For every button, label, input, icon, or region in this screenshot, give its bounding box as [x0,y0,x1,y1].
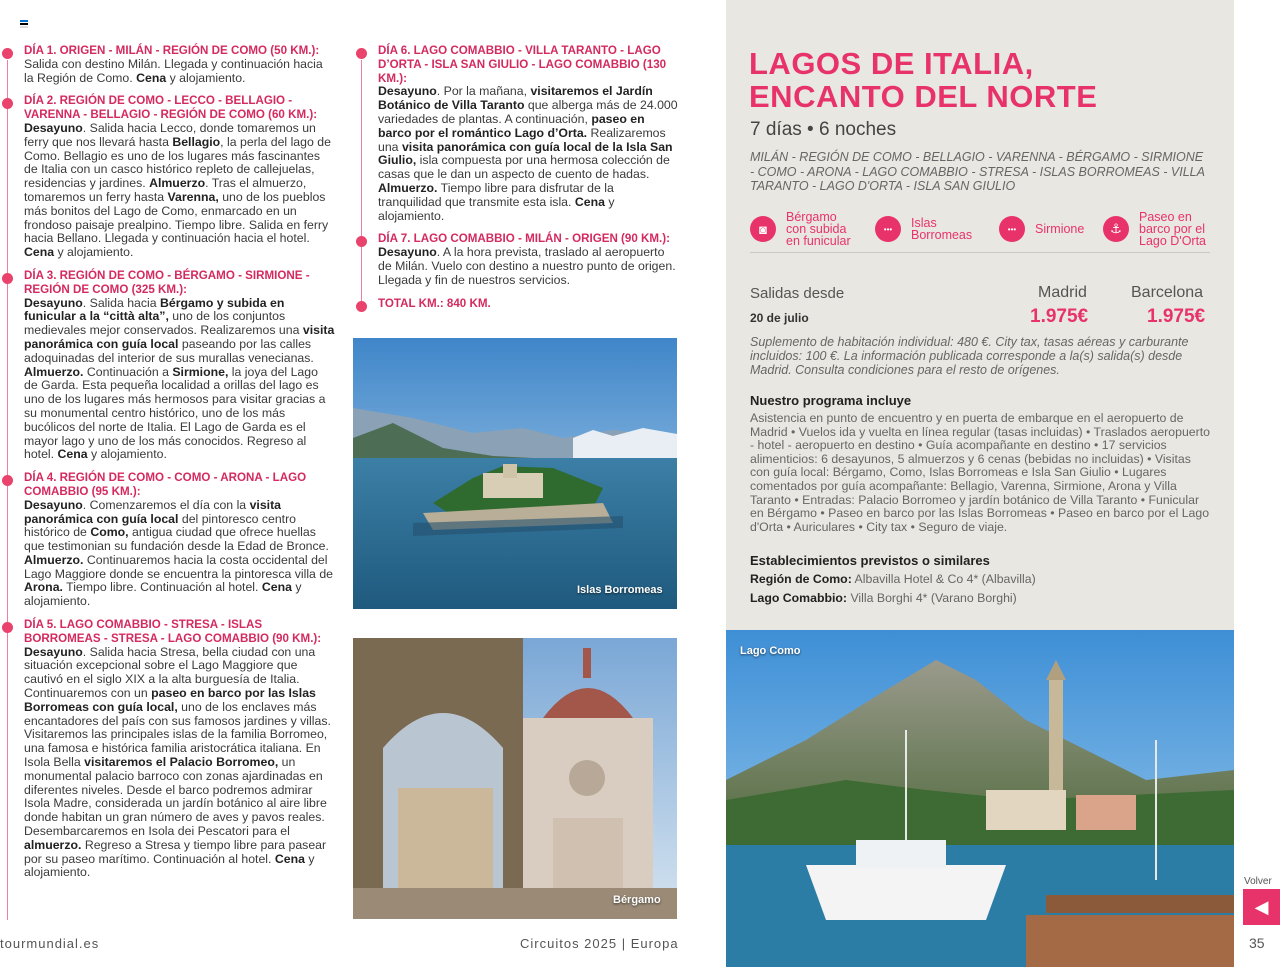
estonia-flag-icon [20,20,28,27]
timeline-dot-icon [2,622,13,633]
photo-lago-como [726,630,1234,967]
itinerary-day [0,471,335,609]
day-title: DÍA 5. LAGO COMABBIO - STRESA - ISLAS BORROMEAS - STRESA - LAGO COMABBIO (90 KM.): [24,618,322,645]
day-title: DÍA 7. LAGO COMABBIO - MILÁN - ORIGEN (90 KM.): [378,232,670,246]
timeline-dot-icon [2,98,13,109]
city-barcelona: Barcelona [1131,284,1204,301]
program-title: Nuestro programa incluye [750,393,912,408]
day-text: Desayuno. Comenzaremos el día con la visita panorámica con guía local del pintoresco centro histórico de Como, antigua ciudad que ofrece huellas que testimonian su fundación desde la Edad de Bronce. Almuerzo. Continuaremos hacia la costa occidental del Lago Maggiore donde se encuentra la pintoresca villa de Arona. Tiempo libre. Continuación al hotel. Cena y alojamiento. [24,497,333,609]
chat-bubble-icon: ••• [999,216,1025,242]
highlight-item [750,210,851,248]
highlight-item [875,210,972,248]
program-text: Asistencia en punto de encuentro y en puerta de embarque en el aeropuerto de Madrid • Vuelos ida y vuelta en línea regular (tasas incluidas) • Traslados aeropuerto - hotel - aeropuerto en destino • Guía acompañante en destino • 17 servicios alimenticios: 6 desayunos, 5 almuerzos y 6 cenas (bebidas no incluidas) • Visitas con guía local: Bérgamo, Como, Islas Borromeas e Isla San Giulio • Lugares comentados por guía acompañante: Bellagio, Varenna, Sirmione, Arona y Villa Taranto • Entradas: Palacio Borromeo y jardín botánico de Villa Taranto • Funicular en Bérgamo • Paseo en barco por las Islas Borromeas • Paseo en barco por el Lago d'Orta • Auriculares • City tax • Seguro de viaje. [750,411,1210,534]
day-text: Desayuno. Salida hacia Bérgamo y subida en funicular a la “città alta”, uno de los conjuntos medievales mejor conservados. Realizaremos una visita panorámica con guía local paseando por las calles adoquinadas del interior de sus murallas venecianas. Almuerzo. Continuación a Sirmione, la joya del Lago de Garda. Esta pequeña localidad a orillas del lago es uno de los lugares más hermosos para visitar gracias a su monumental centro histórico, uno de los más bucólicos del norte de Italia. El Lago de Garda es el mayor lago y uno de los más conocidos. Regreso al hotel. Cena y alojamiento. [24,295,335,462]
itinerary-left [0,44,335,889]
highlight-label: Islas Borromeas [911,216,973,242]
route: MILÁN - REGIÓN DE COMO - BELLAGIO - VARENNA - BÉRGAMO - SIRMIONE - COMO - ARONA - LAGO COMABBIO - STRESA - ISLAS BORROMEAS - VILLA TARANTO - LAGO D'ORTA - ISLA SAN GIULIO [750,150,1205,193]
anchor-icon: ⚓ [1103,216,1129,242]
day-title: DÍA 4. REGIÓN DE COMO - COMO - ARONA - LAGO COMABBIO (95 KM.): [24,471,307,498]
photo-caption: Islas Borromeas [577,584,663,596]
price-barcelona: 1.975€ [1147,306,1206,327]
chat-bubble-icon: ••• [875,216,901,242]
page-title: LAGOS DE ITALIA, ENCANTO DEL NORTE [749,46,1098,114]
departures-label: Salidas desde [750,285,845,302]
hotels-title: Establecimientos previstos o similares [750,553,990,568]
highlight-item [999,210,1084,248]
day-text: Desayuno. Por la mañana, visitaremos el Jardín Botánico de Villa Taranto que alberga más de 24.000 variedades de plantas. A continuación, paseo en barco por el romántico Lago d’Orta. Realizaremos una visita panorámica con guía local de la Isla San Giulio, isla compuesta por una hermosa colección de casas que le dan un aspecto de cuento de hadas. Almuerzo. Tiempo libre para disfrutar de la tranquilidad que transmite esta isla. Cena y alojamiento. [378,84,678,223]
itinerary-day [0,269,335,462]
price-note: Suplemento de habitación individual: 480 €. City tax, tasas aéreas y carburante incluidos: 100 €. La información publicada corresponde a la(s) salida(s) desde Madrid. Consulta condiciones para el resto de orígenes. [750,335,1189,377]
timeline-dot-icon [356,301,367,312]
day-text: Desayuno. A la hora prevista, traslado al aeropuerto de Milán. Vuelo con destino a nuestro punto de origen. Llegada y fin de nuestros servicios. [378,245,676,287]
itinerary-day [354,232,680,287]
timeline-dot-icon [356,236,367,247]
day-title: DÍA 6. LAGO COMABBIO - VILLA TARANTO - LAGO D’ORTA - ISLA SAN GIULIO - LAGO COMABBIO (130 KM.): [378,44,667,85]
photo-islas-borromeas [353,338,677,609]
page-number: 35 [1249,935,1265,951]
timeline-dot-icon [2,48,13,59]
hotel-item: Región de Como: Albavilla Hotel & Co 4* (Albavilla) [750,572,1036,586]
itinerary-day [354,44,680,223]
timeline-dot-icon [2,273,13,284]
highlight-label: Sirmione [1035,222,1085,236]
photo-bergamo [353,638,677,919]
day-text: Desayuno. Salida hacia Lecco, donde tomaremos un ferry que nos llevará hasta Bellagio, la perla del lago de Como. Bellagio es uno de los lugares más fascinantes de Italia con un casco histórico repleto de callejuelas, residencias y jardines. Almuerzo. Tras el almuerzo, tomaremos un ferry hasta Varenna, uno de los pueblos más bonitos del Lago de Como, enmarcado en un frondoso paisaje prealpino. Tiempo libre. Salida en ferry hacia Bellano. Llegada y continuación hacia el hotel. Cena y alojamiento. [24,120,331,260]
photo-caption: Bérgamo [613,894,661,906]
timeline-dot-icon [2,475,13,486]
highlight-label: Bérgamo con subida en funicular [786,210,851,248]
departure-date: 20 de julio [750,311,809,325]
city-madrid: Madrid [1038,284,1087,301]
duration: 7 días • 6 noches [750,119,897,140]
footer-site[interactable]: tourmundial.es [0,936,100,951]
itinerary-day [0,94,335,260]
day-title: DÍA 1. ORIGEN - MILÁN - REGIÓN DE COMO (50 KM.): [24,44,320,57]
volver-label: Volver [1244,876,1272,887]
highlight-item [1103,210,1206,248]
footer-section: Circuitos 2025 | Europa [520,936,679,951]
itinerary-day [0,44,335,85]
back-button[interactable] [1243,889,1280,925]
divider [750,252,1210,253]
itinerary-right [354,44,680,319]
camera-icon: ◙ [750,216,776,242]
day-title: DÍA 2. REGIÓN DE COMO - LECCO - BELLAGIO - VARENNA - BELLAGIO - REGIÓN DE COMO (60 KM.): [24,94,318,122]
highlight-label: Paseo en barco por el Lago D'Orta [1139,210,1207,248]
itinerary-day [354,297,680,311]
day-text: Desayuno. Salida hacia Stresa, bella ciudad con una situación excepcional sobre el Lago Maggiore que cautivó en el siglo XIX a la alta burguesía de Italia. Continuaremos con un paseo en barco por las Islas Borromeas con guía local, uno de los enclaves más encantadores del país con sus famosos jardines y villas. Visitaremos las principales islas de la familia Borromeo, una famosa e histórica familia aristocrática italiana. En Isola Bella visitaremos el Palacio Borromeo, un monumental palacio barroco con zonas ajardinadas en diferentes niveles. Desde el barco podremos admirar Isola Madre, considerada un jardín botánico al aire libre donde habitan un gran número de aves y pavos reales. Desembarcaremos en Isola dei Pescatori para el almuerzo. Regreso a Stresa y tiempo libre para pasear por su paseo marítimo. Continuación al hotel. Cena y alojamiento. [24,644,331,880]
day-text: Salida con destino Milán. Llegada y continuación hacia la Región de Como. Cena y alojamiento. [24,56,323,85]
photo-caption: Lago Como [740,645,801,657]
itinerary-day [0,618,335,880]
price-madrid: 1.975€ [1030,306,1089,327]
hotel-item: Lago Comabbio: Villa Borghi 4* (Varano Borghi) [750,591,1017,605]
arrow-left-icon: ◀ [1254,896,1269,917]
timeline-dot-icon [356,48,367,59]
day-title: DÍA 3. REGIÓN DE COMO - BÉRGAMO - SIRMIONE - REGIÓN DE COMO (325 KM.): [24,268,310,296]
day-title: TOTAL KM.: 840 KM. [378,296,491,310]
